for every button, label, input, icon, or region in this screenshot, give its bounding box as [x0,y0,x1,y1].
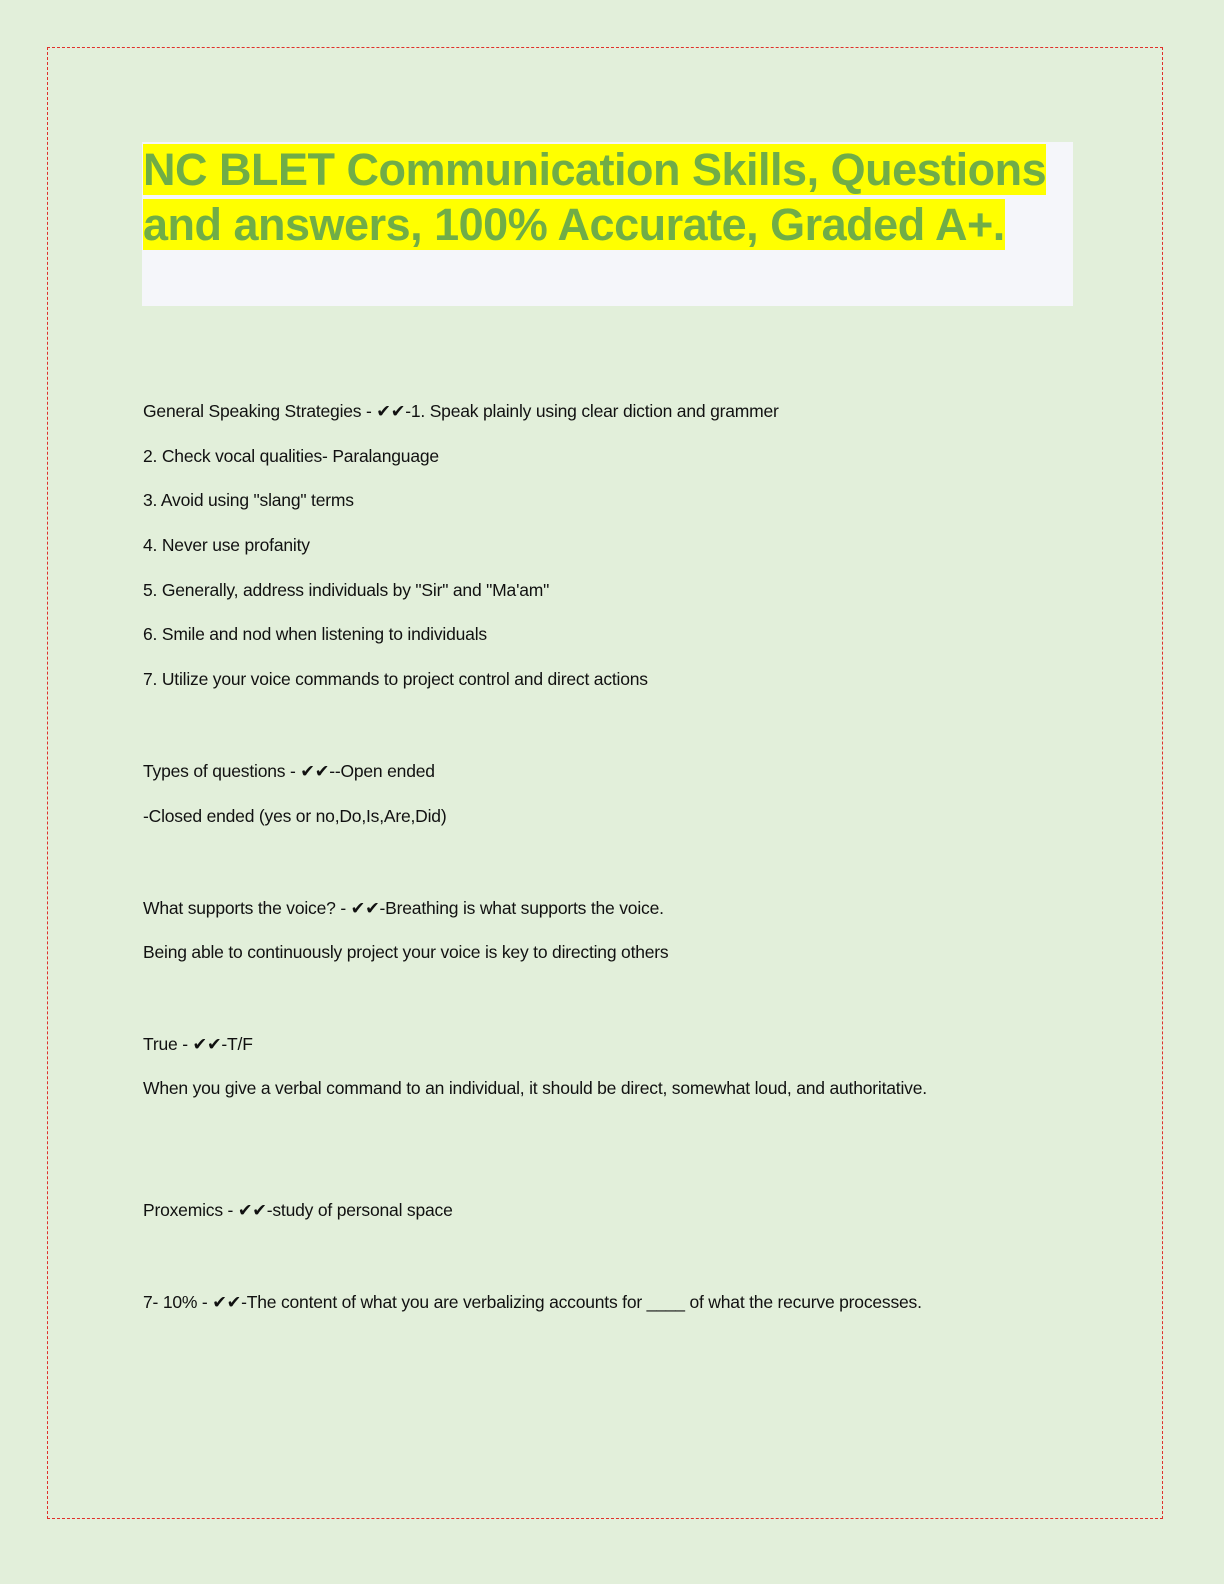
document-title: NC BLET Communication Skills, Questions and answers, 100% Accurate, Graded A+. [143,144,1047,250]
paragraph: -Closed ended (yes or no,Do,Is,Are,Did) [143,806,447,826]
paragraph: 5. Generally, address individuals by "Sir" and "Ma'am" [143,580,550,600]
paragraph: General Speaking Strategies - ✔✔-1. Speak plainly using clear diction and grammer [143,401,779,421]
paragraph: Types of questions - ✔✔--Open ended [143,761,435,781]
paragraph: 7- 10% - ✔✔-The content of what you are verbalizing accounts for ____ of what the recurve processes. [143,1292,922,1312]
paragraph: What supports the voice? - ✔✔-Breathing is what supports the voice. [143,898,664,918]
paragraph: 4. Never use profanity [143,535,310,555]
paragraph: Being able to continuously project your voice is key to directing others [143,942,669,962]
paragraph: Proxemics - ✔✔-study of personal space [143,1200,453,1220]
paragraph: 3. Avoid using "slang" terms [143,490,354,510]
paragraph: True - ✔✔-T/F [143,1034,253,1054]
paragraph: 2. Check vocal qualities- Paralanguage [143,446,439,466]
paragraph: 7. Utilize your voice commands to project control and direct actions [143,669,648,689]
paragraph: When you give a verbal command to an individual, it should be direct, somewhat loud, and authoritative. [143,1078,927,1098]
paragraph: 6. Smile and nod when listening to individuals [143,624,487,644]
